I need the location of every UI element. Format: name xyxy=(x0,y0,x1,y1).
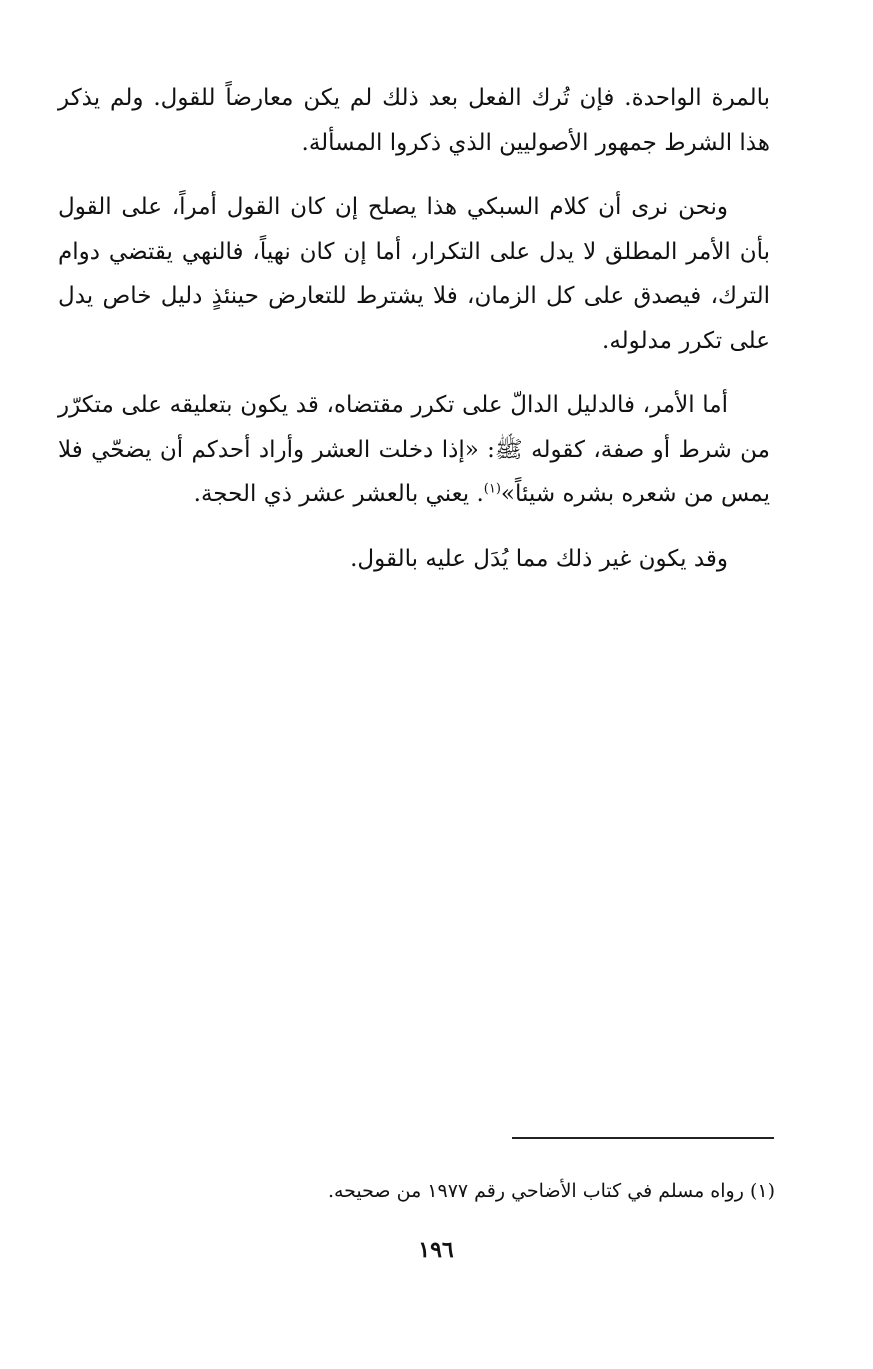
footnote-marker: (١) xyxy=(749,1180,775,1202)
main-text xyxy=(58,76,770,581)
paragraph-4: وقد يكون غير ذلك مما يُدَل عليه بالقول. xyxy=(350,545,728,572)
paragraph-3-text-before: أما الأمر، فالدليل الدالّ على تكرر مقتضاه، قد يكون بتعليقه على متكرّر من شرط أو صفة، كقوله ﷺ: «إذا دخلت العشر وأراد أحدكم أن يضحّي فلا يمس من شعره بشره شيئاً» xyxy=(58,392,770,507)
paragraph-1: بالمرة الواحدة. فإن تُرك الفعل بعد ذلك لم يكن معارضاً للقول. ولم يذكر هذا الشرط جمهور الأصوليين الذي ذكروا المسألة. xyxy=(58,85,770,156)
footnote-reference[interactable]: (١) xyxy=(483,481,501,497)
paragraph-3-text-after: . يعني بالعشر عشر ذي الحجة. xyxy=(193,481,484,507)
page-number: ١٩٦ xyxy=(418,1237,454,1263)
footnote-separator xyxy=(512,1137,774,1139)
paragraph-3 xyxy=(58,383,770,517)
footnote-text: رواه مسلم في كتاب الأضاحي رقم ١٩٧٧ من صحيحه. xyxy=(327,1180,744,1202)
footnote xyxy=(200,1174,775,1208)
paragraph-2: ونحن نرى أن كلام السبكي هذا يصلح إن كان القول أمراً، على القول بأن الأمر المطلق لا يدل على التكرار، أما إن كان نهياً، فالنهي يقتضي دوام الترك، فيصدق على كل الزمان، فلا يشترط للتعارض حينئذٍ دليل خاص يدل على تكرر مدلوله. xyxy=(58,194,770,354)
